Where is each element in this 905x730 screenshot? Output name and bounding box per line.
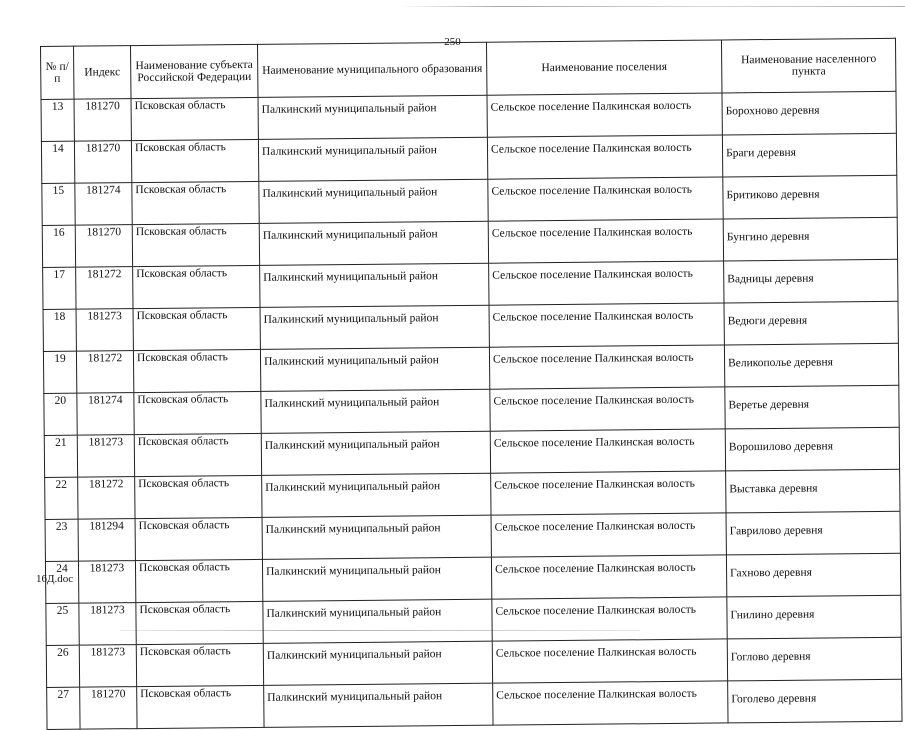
cell-subject: Псковская область [135,475,262,518]
cell-num: 22 [45,477,78,519]
cell-settlement: Сельское поселение Палкинская волость [488,219,723,263]
cell-municipality: Палкинский муниципальный район [260,305,489,349]
header-municipality: Наименование муниципального образования [257,42,486,97]
cell-index: 181273 [79,645,136,688]
cell-subject: Псковская область [131,97,258,140]
cell-locality: Гаврилово деревня [726,511,900,555]
cell-municipality: Палкинский муниципальный район [259,221,488,265]
cell-num: 20 [44,393,77,435]
cell-index: 181270 [80,687,137,730]
cell-subject: Псковская область [132,223,259,266]
cell-num: 18 [43,309,76,351]
cell-locality: Ведюги деревня [724,301,898,345]
cell-index: 181272 [78,477,135,520]
cell-num: 19 [43,351,76,393]
cell-municipality: Палкинский муниципальный район [261,389,490,433]
cell-subject: Псковская область [136,601,263,644]
cell-index: 181274 [77,393,134,436]
document-table-container [40,38,877,730]
cell-municipality: Палкинский муниципальный район [261,431,490,475]
page-number: 250 [444,36,461,48]
table-row [47,679,902,729]
cell-index: 181270 [74,141,131,184]
cell-subject: Псковская область [134,391,261,434]
cell-subject: Псковская область [133,265,260,308]
cell-municipality: Палкинский муниципальный район [262,515,491,559]
cell-settlement: Сельское поселение Палкинская волость [487,93,722,137]
cell-settlement: Сельское поселение Палкинская волость [488,177,723,221]
table-body [41,91,902,729]
cell-settlement: Сельское поселение Палкинская волость [489,303,724,347]
cell-municipality: Палкинский муниципальный район [260,347,489,391]
cell-num: 15 [42,183,75,225]
cell-index: 181270 [75,225,132,268]
settlements-table [40,38,903,730]
cell-num: 21 [44,435,77,477]
cell-num: 13 [41,99,74,141]
cell-index: 181272 [76,351,133,394]
cell-locality: Браги деревня [722,133,896,177]
cell-locality: Гнилино деревня [727,595,901,639]
cell-locality: Бритиково деревня [723,175,897,219]
cell-municipality: Палкинский муниципальный район [263,599,492,643]
cell-subject: Псковская область [136,643,263,686]
header-subject: Наименование субъекта Российской Федерации [131,44,259,98]
cell-num: 23 [45,519,78,561]
cell-settlement: Сельское поселение Палкинская волость [489,261,724,305]
scan-artifact-top [400,6,905,7]
cell-num: 27 [47,687,80,729]
cell-subject: Псковская область [131,139,258,182]
header-index: Индекс [74,46,132,100]
cell-subject: Псковская область [135,559,262,602]
cell-num: 14 [41,141,74,183]
cell-municipality: Палкинский муниципальный район [264,683,493,727]
cell-subject: Псковская область [137,685,264,728]
header-settlement: Наименование поселения [486,40,721,95]
cell-municipality: Палкинский муниципальный район [259,179,488,223]
cell-settlement: Сельское поселение Палкинская волость [490,429,725,473]
cell-locality: Гахново деревня [726,553,900,597]
cell-subject: Псковская область [134,433,261,476]
cell-index: 181274 [75,183,132,226]
cell-settlement: Сельское поселение Палкинская волость [491,471,726,515]
cell-subject: Псковская область [132,181,259,224]
cell-municipality: Палкинский муниципальный район [263,641,492,685]
cell-municipality: Палкинский муниципальный район [258,95,487,139]
cell-settlement: Сельское поселение Палкинская волость [493,681,728,725]
cell-locality: Гоголево деревня [728,679,902,723]
cell-municipality: Палкинский муниципальный район [262,473,491,517]
cell-index: 181273 [79,603,136,646]
cell-municipality: Палкинский муниципальный район [262,557,491,601]
cell-locality: Выставка деревня [726,469,900,513]
cell-num: 25 [46,603,79,645]
cell-settlement: Сельское поселение Палкинская волость [492,639,727,683]
cell-num: 17 [43,267,76,309]
table-header-row [41,38,896,99]
cell-locality: Борохново деревня [722,91,896,135]
cell-subject: Псковская область [133,349,260,392]
cell-num: 24 [45,561,78,603]
cell-num: 16 [42,225,75,267]
cell-locality: Бунгино деревня [723,217,897,261]
cell-locality: Ворошилово деревня [725,427,899,471]
cell-locality: Веретье деревня [725,385,899,429]
cell-locality: Гоглово деревня [727,637,901,681]
cell-settlement: Сельское поселение Палкинская волость [491,513,726,557]
cell-index: 181273 [76,309,133,352]
header-num: № п/п [41,46,75,99]
footer-file-name: 16Д.doc [36,573,74,585]
cell-settlement: Сельское поселение Палкинская волость [487,135,722,179]
cell-locality: Вадницы деревня [724,259,898,303]
cell-index: 181294 [78,519,135,562]
cell-index: 181273 [78,561,135,604]
scan-artifact-bottom [120,630,640,631]
cell-settlement: Сельское поселение Палкинская волость [490,387,725,431]
cell-settlement: Сельское поселение Палкинская волость [492,597,727,641]
cell-subject: Псковская область [135,517,262,560]
cell-index: 181273 [77,435,134,478]
cell-locality: Великополье деревня [724,343,898,387]
header-locality: Наименование населенного пункта [721,38,896,93]
cell-num: 26 [46,645,79,687]
cell-settlement: Сельское поселение Палкинская волость [491,555,726,599]
cell-subject: Псковская область [133,307,260,350]
cell-index: 181270 [74,99,131,142]
cell-settlement: Сельское поселение Палкинская волость [489,345,724,389]
cell-municipality: Палкинский муниципальный район [258,137,487,181]
cell-municipality: Палкинский муниципальный район [260,263,489,307]
cell-index: 181272 [76,267,133,310]
